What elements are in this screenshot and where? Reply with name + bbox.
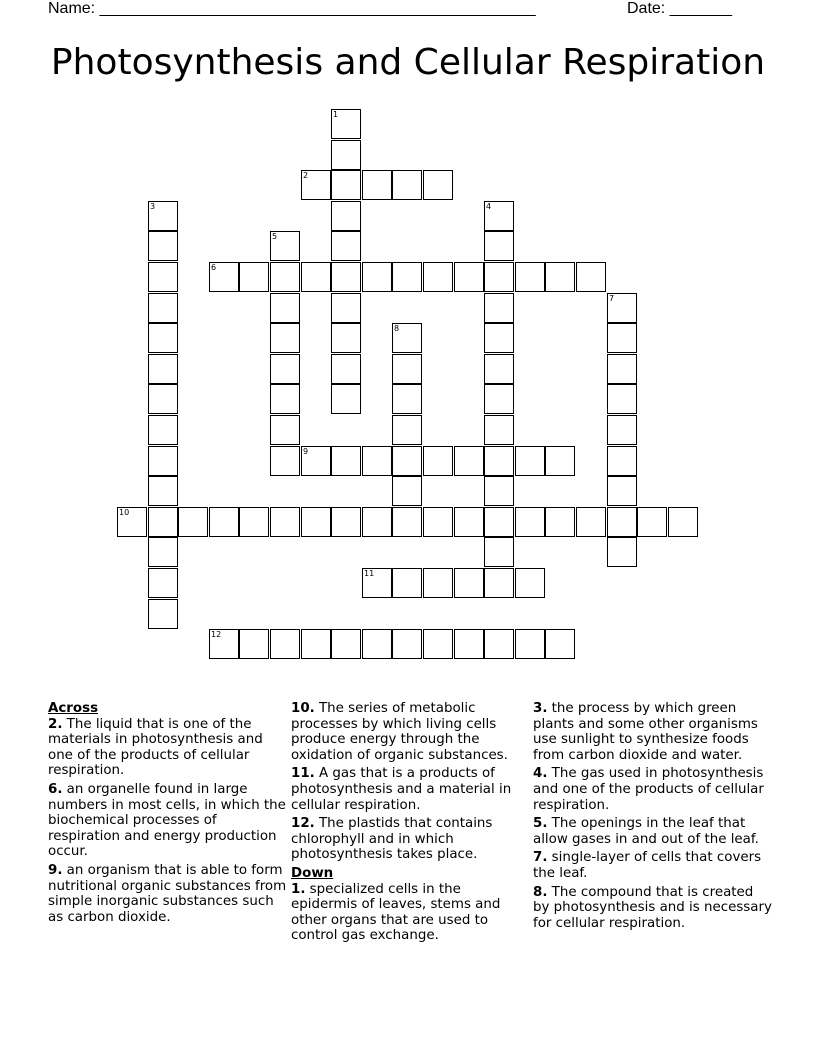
grid-cell[interactable] [148, 507, 178, 537]
grid-cell[interactable] [270, 262, 300, 292]
grid-cell[interactable] [331, 446, 361, 476]
grid-cell[interactable] [362, 568, 392, 598]
clue-number: 3 [150, 202, 156, 211]
grid-cell[interactable] [484, 201, 514, 231]
grid-cell[interactable] [515, 446, 545, 476]
clues-column-1 [48, 701, 288, 928]
grid-cell[interactable] [362, 170, 392, 200]
clue-across-11: 11. A gas that is a products of photosynthesis and a material in cellular respiration. [291, 766, 512, 813]
across-heading: Across [48, 701, 99, 716]
page-title: Photosynthesis and Cellular Respiration [50, 42, 766, 83]
grid-cell[interactable] [270, 446, 300, 476]
clue-number: 6 [211, 263, 217, 272]
grid-cell[interactable] [270, 629, 300, 659]
grid-cell[interactable] [484, 384, 514, 414]
grid-cell[interactable] [301, 507, 331, 537]
grid-cell[interactable] [270, 323, 300, 353]
grid-cell[interactable] [148, 446, 178, 476]
grid-cell[interactable] [178, 507, 208, 537]
grid-cell[interactable] [484, 293, 514, 323]
grid-cell[interactable] [545, 262, 575, 292]
clue-across-6: 6. an organelle found in large numbers in most cells, in which the biochemical processes of respiration and energy production occur. [48, 781, 286, 860]
grid-cell[interactable] [392, 629, 422, 659]
grid-cell[interactable] [331, 323, 361, 353]
grid-cell[interactable] [148, 293, 178, 323]
grid-cell[interactable] [392, 507, 422, 537]
grid-cell[interactable] [607, 323, 637, 353]
grid-cell[interactable] [392, 446, 422, 476]
grid-cell[interactable] [423, 629, 453, 659]
grid-cell[interactable] [148, 384, 178, 414]
grid-cell[interactable] [117, 507, 147, 537]
grid-cell[interactable] [392, 384, 422, 414]
grid-cell[interactable] [423, 568, 453, 598]
clue-down-7: 7. single-layer of cells that covers the leaf. [533, 850, 762, 881]
clue-across-2: 2. The liquid that is one of the materials in photosynthesis and one of the products of cellular respiration. [48, 716, 263, 779]
grid-cell[interactable] [270, 354, 300, 384]
grid-cell[interactable] [209, 507, 239, 537]
grid-cell[interactable] [301, 446, 331, 476]
clue-number: 2 [303, 171, 309, 180]
grid-cell[interactable] [331, 140, 361, 170]
grid-cell[interactable] [484, 446, 514, 476]
grid-cell[interactable] [331, 231, 361, 261]
grid-cell[interactable] [148, 415, 178, 445]
grid-cell[interactable] [270, 415, 300, 445]
grid-cell[interactable] [148, 201, 178, 231]
grid-cell[interactable] [607, 293, 637, 323]
clue-number: 11 [364, 569, 375, 578]
grid-cell[interactable] [148, 568, 178, 598]
grid-cell[interactable] [454, 629, 484, 659]
clue-down-5: 5. The openings in the leaf that allow gases in and out of the leaf. [533, 816, 759, 847]
grid-cell[interactable] [301, 629, 331, 659]
grid-cell[interactable] [484, 629, 514, 659]
grid-cell[interactable] [576, 507, 606, 537]
down-heading: Down [291, 865, 334, 881]
grid-cell[interactable] [148, 323, 178, 353]
clue-number: 8 [394, 324, 400, 333]
grid-cell[interactable] [392, 354, 422, 384]
clue-across-12: 12. The plastids that contains chlorophyll and in which photosynthesis takes place. [291, 816, 493, 863]
grid-cell[interactable] [270, 507, 300, 537]
grid-cell[interactable] [331, 384, 361, 414]
clues-column-3 [533, 701, 773, 934]
grid-cell[interactable] [362, 629, 392, 659]
clue-down-1: 1. specialized cells in the epidermis of leaves, stems and other organs that are used to control gas exchange. [291, 881, 501, 944]
grid-cell[interactable] [392, 568, 422, 598]
grid-cell[interactable] [392, 323, 422, 353]
grid-cell[interactable] [607, 415, 637, 445]
date-field[interactable]: Date: _______ [627, 0, 732, 17]
clue-down-4: 4. The gas used in photosynthesis and one of the products of cellular respiration. [533, 766, 764, 813]
grid-cell[interactable] [454, 507, 484, 537]
grid-cell[interactable] [209, 262, 239, 292]
grid-cell[interactable] [484, 568, 514, 598]
grid-cell[interactable] [607, 537, 637, 567]
grid-cell[interactable] [392, 262, 422, 292]
clue-number: 12 [211, 630, 222, 639]
grid-cell[interactable] [392, 476, 422, 506]
grid-cell[interactable] [392, 415, 422, 445]
grid-cell[interactable] [239, 629, 269, 659]
grid-cell[interactable] [454, 446, 484, 476]
grid-cell[interactable] [239, 507, 269, 537]
grid-cell[interactable] [515, 629, 545, 659]
grid-cell[interactable] [576, 262, 606, 292]
grid-cell[interactable] [362, 446, 392, 476]
grid-cell[interactable] [515, 507, 545, 537]
grid-cell[interactable] [484, 231, 514, 261]
clue-number: 1 [333, 110, 339, 119]
grid-cell[interactable] [637, 507, 667, 537]
grid-cell[interactable] [607, 476, 637, 506]
grid-cell[interactable] [148, 354, 178, 384]
clue-number: 9 [303, 447, 309, 456]
grid-cell[interactable] [331, 629, 361, 659]
grid-cell[interactable] [484, 415, 514, 445]
grid-cell[interactable] [270, 231, 300, 261]
grid-cell[interactable] [607, 446, 637, 476]
grid-cell[interactable] [545, 629, 575, 659]
grid-cell[interactable] [484, 262, 514, 292]
grid-cell[interactable] [148, 476, 178, 506]
grid-cell[interactable] [484, 507, 514, 537]
grid-cell[interactable] [607, 507, 637, 537]
grid-cell[interactable] [331, 170, 361, 200]
clue-down-8: 8. The compound that is created by photosynthesis and is necessary for cellular respiration. [533, 884, 772, 931]
grid-cell[interactable] [362, 507, 392, 537]
grid-cell[interactable] [515, 568, 545, 598]
grid-cell[interactable] [331, 293, 361, 323]
grid-cell[interactable] [454, 262, 484, 292]
name-field[interactable]: Name: _________________________________________________ [48, 0, 536, 17]
grid-cell[interactable] [515, 262, 545, 292]
grid-cell[interactable] [423, 262, 453, 292]
clue-down-3: 3. the process by which green plants and some other organisms use sunlight to synthesize foods from carbon dioxide and water. [533, 701, 758, 763]
grid-cell[interactable] [301, 262, 331, 292]
clue-across-10: 10. The series of metabolic processes by which living cells produce energy through the oxidation of organic substances. [291, 701, 508, 763]
grid-cell[interactable] [148, 231, 178, 261]
clue-number: 4 [486, 202, 492, 211]
grid-cell[interactable] [423, 446, 453, 476]
grid-cell[interactable] [668, 507, 698, 537]
clue-number: 10 [119, 508, 130, 517]
grid-cell[interactable] [362, 262, 392, 292]
grid-cell[interactable] [484, 537, 514, 567]
grid-cell[interactable] [331, 507, 361, 537]
clues-column-2 [291, 701, 531, 947]
grid-cell[interactable] [331, 354, 361, 384]
grid-cell[interactable] [392, 170, 422, 200]
clue-number: 5 [272, 232, 278, 241]
grid-cell[interactable] [148, 537, 178, 567]
grid-cell[interactable] [545, 446, 575, 476]
grid-cell[interactable] [270, 384, 300, 414]
grid-cell[interactable] [484, 354, 514, 384]
grid-cell[interactable] [423, 170, 453, 200]
grid-cell[interactable] [270, 293, 300, 323]
grid-cell[interactable] [239, 262, 269, 292]
grid-cell[interactable] [301, 170, 331, 200]
grid-cell[interactable] [331, 262, 361, 292]
grid-cell[interactable] [209, 629, 239, 659]
grid-cell[interactable] [607, 384, 637, 414]
grid-cell[interactable] [484, 476, 514, 506]
grid-cell[interactable] [331, 201, 361, 231]
clue-across-9: 9. an organism that is able to form nutritional organic substances from simple inorganic substances such as carbon dioxide. [48, 862, 287, 925]
clue-number: 7 [609, 294, 615, 303]
grid-cell[interactable] [331, 109, 361, 139]
grid-cell[interactable] [454, 568, 484, 598]
grid-cell[interactable] [484, 323, 514, 353]
grid-cell[interactable] [423, 507, 453, 537]
grid-cell[interactable] [148, 262, 178, 292]
grid-cell[interactable] [148, 599, 178, 629]
grid-cell[interactable] [607, 354, 637, 384]
grid-cell[interactable] [545, 507, 575, 537]
